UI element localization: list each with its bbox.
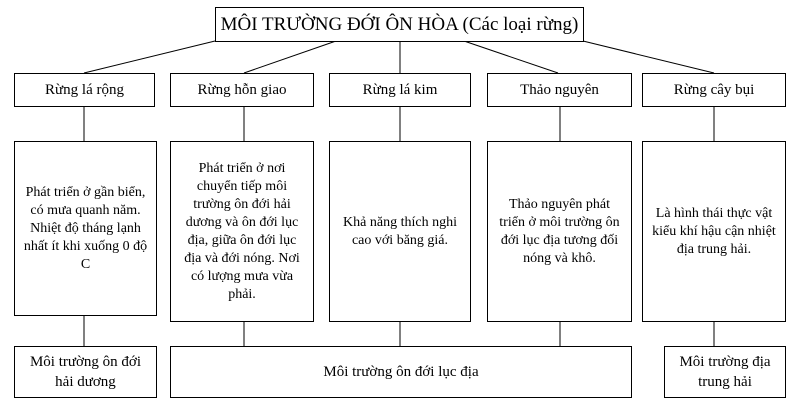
environment-dia-trung-hai: Môi trường địa trung hải	[664, 346, 786, 398]
diagram-title: MÔI TRƯỜNG ĐỚI ÔN HÒA (Các loại rừng)	[215, 7, 584, 42]
connector-line	[244, 41, 336, 73]
connector-line	[583, 41, 714, 73]
category-thao-nguyen: Thảo nguyên	[487, 73, 632, 107]
description-rung-la-kim: Khả năng thích nghi cao với băng giá.	[329, 141, 471, 322]
category-rung-cay-bui: Rừng cây bụi	[642, 73, 786, 107]
description-rung-hon-giao: Phát triển ở nơi chuyển tiếp môi trường ôn đới hải dương và ôn đới lục địa, giữa ôn đới lục địa và đới nóng. Nơi có lượng mưa vừa phải.	[170, 141, 314, 322]
description-rung-cay-bui: Là hình thái thực vật kiểu khí hậu cận nhiệt địa trung hải.	[642, 141, 786, 322]
description-rung-la-rong: Phát triển ở gần biển, có mưa quanh năm. Nhiệt độ tháng lạnh nhất ít khi xuống 0 độ C	[14, 141, 157, 316]
environment-on-doi-luc-dia: Môi trường ôn đới lục địa	[170, 346, 632, 398]
category-rung-la-rong: Rừng lá rộng	[14, 73, 155, 107]
environment-on-doi-hai-duong: Môi trường ôn đới hải dương	[14, 346, 157, 398]
category-rung-la-kim: Rừng lá kim	[329, 73, 471, 107]
connector-line	[464, 41, 558, 73]
category-rung-hon-giao: Rừng hỗn giao	[170, 73, 314, 107]
connector-line	[84, 41, 215, 73]
description-thao-nguyen: Thảo nguyên phát triển ở môi trường ôn đới lục địa tương đối nóng và khô.	[487, 141, 632, 322]
